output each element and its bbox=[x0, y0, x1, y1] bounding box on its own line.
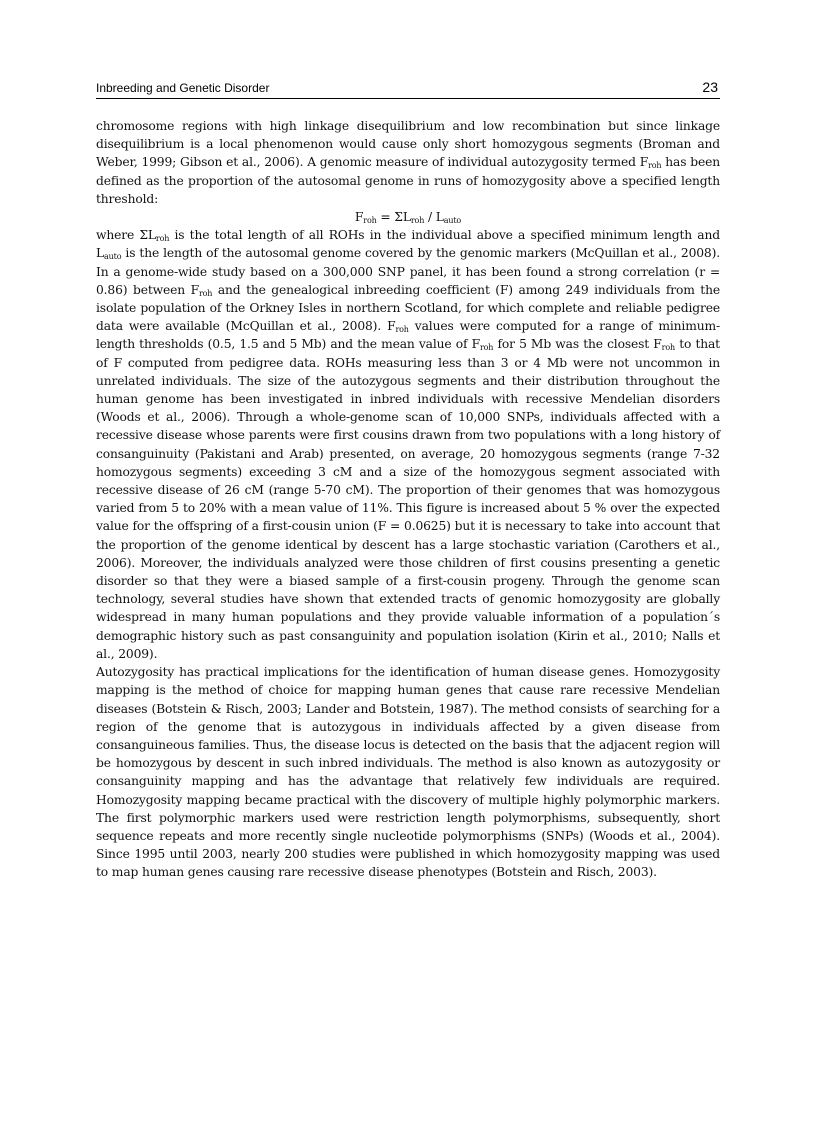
formula-f: F bbox=[354, 210, 364, 225]
page-number: 23 bbox=[702, 79, 718, 95]
subscript-roh: roh bbox=[395, 325, 409, 335]
paragraph-3: Autozygosity has practical implications for the identification of human disease genes. Homozygosity mapping is the method of choice for mapping human genes that cause rare recessive Mendelian diseases (Botstein & Risch, 2003; Lander and Botstein, 1987). The method consists of searching for a region of the genome that is autozygous in individuals affected by a given disease from consanguineous families. Thus, the disease locus is detected on the basis that the adjacent region will be homozygous by descent in such inbred individuals. The method is also known as autozygosity or consanguinity mapping and has the advantage that relatively few individuals are required. Homozygosity mapping became practical with the discovery of multiple highly polymorphic markers. The first polymorphic markers used were restriction length polymorphisms, subsequently, short sequence repeats and more recently single nucleotide polymorphisms (SNPs) (Woods et al., 2004). Since 1995 until 2003, nearly 200 studies were published in which homozygosity mapping was used to map human genes causing rare recessive disease phenotypes (Botstein and Risch, 2003). bbox=[96, 665, 720, 880]
subscript-roh: roh bbox=[648, 161, 662, 171]
body-text bbox=[96, 117, 720, 882]
formula-l-sub: roh bbox=[410, 216, 425, 226]
paragraph-2-text-6: for 5 Mb was the closest F bbox=[493, 337, 662, 352]
formula-div: / L bbox=[424, 210, 444, 225]
running-title: Inbreeding and Genetic Disorder bbox=[96, 81, 270, 95]
paragraph-2-text-1: where ΣL bbox=[96, 228, 156, 243]
paragraph-2-text-2: is the total length of all ROHs in the individual above a specified minimum length and L bbox=[96, 228, 720, 261]
formula-eq: = ΣL bbox=[376, 210, 411, 225]
formula bbox=[96, 208, 720, 226]
formula-f-sub: roh bbox=[363, 216, 377, 226]
paragraph-1-text-b: has been defined as the proportion of the autosomal genome in runs of homozygosity above a specified length threshold: bbox=[96, 155, 720, 206]
paragraph-2-text-7: to that of F computed from pedigree data. ROHs measuring less than 3 or 4 Mb were not uncommon in unrelated individuals. The size of the autozygous segments and their distribution throughout the human genome has been investigated in inbred individuals with recessive Mendelian disorders (Woods et al., 2006). Through a whole-genome scan of 10,000 SNPs, individuals affected with a recessive disease whose parents were first cousins drawn from two populations with a long history of consanguinuity (Pakistani and Arab) presented, on average, 20 homozygous segments (range 7-32 homozygous segments) exceeding 3 cM and a size of the homozygous segment associated with recessive disease of 26 cM (range 5-70 cM). The proportion of their genomes that was homozygous varied from 5 to 20% with a mean value of 11%. This figure is increased about 5 % over the expected value for the offspring of a first-cousin union (F = 0.0625) but it is necessary to take into account that the proportion of the genome identical by descent has a large stochastic variation (Carothers et al., 2006). Moreover, the individuals analyzed were those children of first cousins presenting a genetic disorder so that they were a biased sample of a first-cousin progeny. Through the genome scan technology, several studies have shown that extended tracts of genomic homozygosity are globally widespread in many human populations and they provide valuable information of a population´s demographic history such as past consanguinity and population isolation (Kirin et al., 2010; Nalls et al., 2009). bbox=[96, 337, 720, 661]
subscript-roh: roh bbox=[661, 343, 676, 353]
subscript-roh: roh bbox=[198, 288, 213, 298]
paragraph-2 bbox=[96, 226, 720, 663]
running-header bbox=[96, 78, 720, 99]
subscript-roh: roh bbox=[479, 343, 494, 353]
paragraph-2-text-4: and the genealogical inbreeding coefficient (F) among 249 individuals from the isolate population of the Orkney Isles in northern Scotland, for which complete and reliable pedigree data were available (McQuillan et al., 2008). F bbox=[96, 282, 720, 334]
paragraph-1 bbox=[96, 117, 720, 208]
subscript-auto: auto bbox=[104, 252, 122, 262]
paragraph-1-text-a: chromosome regions with high linkage disequilibrium and low recombination but since linkage disequilibrium is a local phenomenon would cause only short homozygous segments (Broman and Weber, 1999; Gibson et al., 2006). A genomic measure of individual autozygosity termed F bbox=[96, 119, 720, 170]
paragraph-2-text-5: values were computed for a range of minimum-length thresholds (0.5, 1.5 and 5 Mb) and the mean value of F bbox=[96, 319, 720, 352]
formula-auto-sub: auto bbox=[443, 216, 462, 226]
subscript-roh: roh bbox=[155, 234, 170, 244]
paragraph-2-text-3: is the length of the autosomal genome covered by the genomic markers (McQuillan et al., 2008). In a genome-wide study based on a 300,000 SNP panel, it has been found a strong correlation (r = 0.86) between F bbox=[96, 246, 720, 297]
